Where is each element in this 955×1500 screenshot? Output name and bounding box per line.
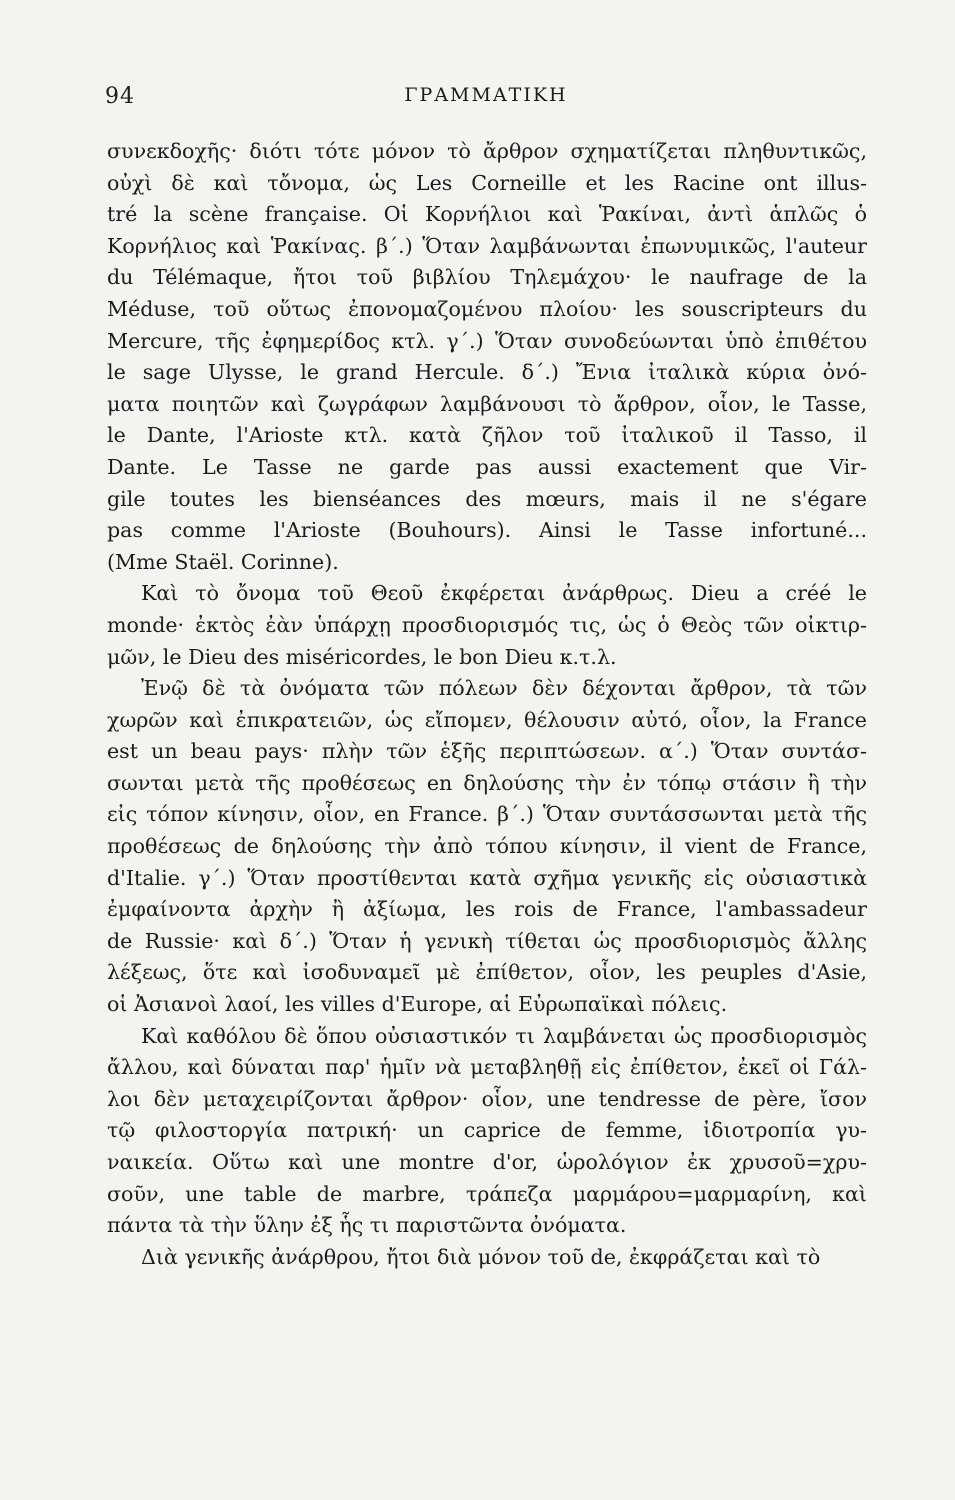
text-line: χωρῶν καὶ ἐπικρατειῶν, ὡς εἴπομεν, θέλουσιν αὐτό, οἷον, la France: [107, 707, 867, 732]
text-line: Ἐνῷ δὲ τὰ ὀνόματα τῶν πόλεων δὲν δέχονται ἄρθρον, τὰ τῶν: [141, 676, 867, 701]
text-line: λοι δὲν μεταχειρίζονται ἄρθρον· οἷον, une tendresse de père, ἴσον: [107, 1086, 867, 1111]
text-line: σωνται μετὰ τῆς προθέσεως en δηλούσης τὴν ἐν τόπῳ στάσιν ἢ τὴν: [107, 770, 867, 795]
text-line: le Dante, l'Arioste κτλ. κατὰ ζῆλον τοῦ ἰταλικοῦ il Tasso, il: [107, 423, 867, 448]
text-line: Καὶ τὸ ὄνομα τοῦ Θεοῦ ἐκφέρεται ἀνάρθρως. Dieu a créé le: [141, 581, 867, 606]
text-line: οὐχὶ δὲ καὶ τὄνομα, ὡς Les Corneille et les Racine ont illus-: [107, 170, 867, 195]
text-line: est un beau pays· πλὴν τῶν ἑξῆς περιπτώσεων. α΄.) Ὅταν συντάσ-: [107, 739, 867, 764]
text-line: de Russie· καὶ δ΄.) Ὅταν ἡ γενικὴ τίθεται ὡς προσδιορισμὸς ἄλλης: [107, 928, 867, 953]
text-line: Dante. Le Tasse ne garde pas aussi exactement que Vir-: [107, 454, 867, 479]
running-head: ΓΡΑΜΜΑΤΙΚΗ: [404, 84, 568, 106]
body-text: [107, 136, 867, 1273]
text-line: (Mme Staël. Corinne).: [107, 549, 339, 574]
text-line: tré la scène française. Οἱ Κορνήλιοι καὶ Ῥακίναι, ἀντὶ ἁπλῶς ὁ: [107, 202, 867, 227]
text-line: πάντα τὰ τὴν ὕλην ἐξ ἧς τι παριστῶντα ὀνόματα.: [107, 1213, 627, 1238]
text-line: συνεκδοχῆς· διότι τότε μόνον τὸ ἄρθρον σχηματίζεται πληθυντικῶς,: [107, 139, 867, 163]
text-line: du Télémaque, ἤτοι τοῦ βιβλίου Τηλεμάχου· le naufrage de la: [107, 265, 867, 290]
text-line: μῶν, le Dieu des miséricordes, le bon Dieu κ.τ.λ.: [107, 644, 617, 669]
text-line: Κορνήλιος καὶ Ῥακίνας. β΄.) Ὅταν λαμβάνωνται ἐπωνυμικῶς, l'auteur: [107, 233, 867, 258]
text-line: Méduse, τοῦ οὕτως ἐπονομαζομένου πλοίου· les souscripteurs du: [107, 296, 867, 321]
text-line: gile toutes les bienséances des mœurs, mais il ne s'égare: [107, 486, 867, 511]
text-line: pas comme l'Arioste (Bouhours). Ainsi le Tasse infortuné...: [107, 518, 867, 543]
text-line: Διὰ γενικῆς ἀνάρθρου, ἤτοι διὰ μόνον τοῦ de, ἐκφράζεται καὶ τὸ: [141, 1244, 821, 1269]
text-line: τῷ φιλοστοργία πατρική· un caprice de femme, ἰδιοτροπία γυ-: [107, 1118, 867, 1143]
text-line: ματα ποιητῶν καὶ ζωγράφων λαμβάνουσι τὸ ἄρθρον, οἷον, le Tasse,: [107, 391, 867, 416]
text-line: Καὶ καθόλου δὲ ὅπου οὐσιαστικόν τι λαμβάνεται ὡς προσδιορισμὸς: [141, 1023, 867, 1048]
text-line: le sage Ulysse, le grand Hercule. δ΄.) Ἔνια ἰταλικὰ κύρια ὀνό-: [107, 360, 867, 385]
text-line: λέξεως, ὅτε καὶ ἰσοδυναμεῖ μὲ ἐπίθετον, οἷον, les peuples d'Asie,: [107, 960, 867, 985]
page-header: [105, 84, 867, 118]
text-line: ἐμφαίνοντα ἀρχὴν ἢ ἀξίωμα, les rois de France, l'ambassadeur: [107, 897, 867, 922]
page-number: 94: [105, 84, 135, 109]
text-line: ναικεία. Οὕτω καὶ une montre d'or, ὡρολόγιον ἐκ χρυσοῦ=χρυ-: [107, 1150, 867, 1174]
text-line: monde· ἐκτὸς ἐὰν ὑπάρχῃ προσδιορισμός τις, ὡς ὁ Θεὸς τῶν οἰκτιρ-: [107, 612, 867, 637]
text-line: ἄλλου, καὶ δύναται παρ' ἡμῖν νὰ μεταβληθῇ εἰς ἐπίθετον, ἐκεῖ οἱ Γάλ-: [107, 1055, 867, 1080]
text-line: προθέσεως de δηλούσης τὴν ἀπὸ τόπου κίνησιν, il vient de France,: [107, 834, 867, 859]
text-line: εἰς τόπον κίνησιν, οἷον, en France. β΄.) Ὅταν συντάσσωνται μετὰ τῆς: [107, 802, 867, 827]
text-line: Mercure, τῆς ἐφημερίδος κτλ. γ΄.) Ὅταν συνοδεύωνται ὑπὸ ἐπιθέτου: [107, 328, 867, 353]
text-line: σοῦν, une table de marbre, τράπεζα μαρμάρου=μαρμαρίνη, καὶ: [107, 1181, 867, 1206]
text-line: d'Italie. γ΄.) Ὅταν προστίθενται κατὰ σχῆμα γενικῆς εἰς οὐσιαστικὰ: [107, 865, 867, 890]
text-line: οἱ Ἀσιανοὶ λαοί, les villes d'Europe, αἱ Εὐρωπαϊκαὶ πόλεις.: [107, 992, 728, 1017]
